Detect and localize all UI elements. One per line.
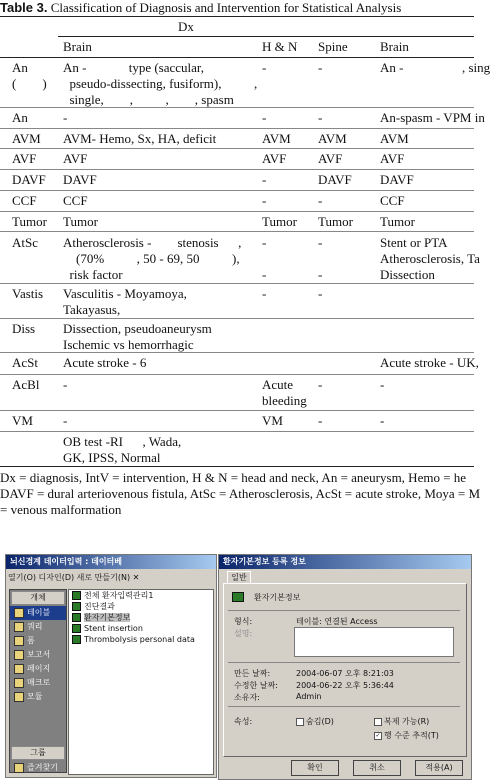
database-window (5, 554, 217, 778)
table-cell: - (380, 377, 385, 392)
table-icon (72, 635, 81, 644)
row-divider (0, 190, 474, 191)
divider (228, 662, 460, 663)
list-item-label: 진단결과 (84, 602, 115, 611)
sidebar-item-label: 페이지 (27, 664, 51, 673)
groups-header[interactable]: 그룹 (11, 746, 65, 760)
table-cell: Vasculitis - Moyamoya, Takayasus, (63, 286, 187, 317)
table-cell: DAVF (318, 172, 352, 187)
row-divider (0, 148, 474, 149)
apply-button[interactable]: 적용(A) (415, 760, 463, 776)
row-label: An (12, 110, 28, 125)
list-item[interactable] (69, 634, 213, 645)
sidebar-item-label: 매크로 (27, 678, 51, 687)
table-cell: - (318, 286, 323, 301)
table-cell: - (318, 60, 323, 75)
modified-label: 수정한 날짜: (234, 681, 278, 690)
list-item-label: 전체 환자입력관리1 (84, 591, 154, 600)
table-cell: - - (318, 235, 323, 282)
object-name: 환자기본정보 (254, 593, 301, 602)
row-label: AtSc (12, 235, 38, 250)
hidden-label: 숨김(D) (306, 717, 334, 726)
sidebar-item-label: 폼 (27, 636, 35, 645)
bottom-rule (0, 466, 474, 467)
sidebar-item[interactable] (10, 634, 66, 648)
sidebar-item-label: 모듈 (27, 692, 43, 701)
table-cell: AVF (63, 151, 88, 166)
table-cell: CCF (63, 193, 88, 208)
table-cell: - - (262, 235, 267, 282)
object-type-icon (14, 650, 24, 660)
row-label: An ( ) (12, 60, 47, 91)
row-label: AcBl (12, 377, 40, 392)
table-cell: Acute stroke - 6 (63, 355, 147, 370)
table-icon (72, 624, 81, 633)
footnote-line: = venous malformation (0, 502, 122, 517)
footnote-line: Dx = diagnosis, IntV = intervention, H & N = head and neck, An = aneurysm, Hemo = he (0, 470, 467, 485)
table-title: Table 3. Classification of Diagnosis and Intervention for Statistical Analysis (0, 0, 402, 15)
column-header: Spine (318, 39, 348, 54)
table-cell: - (380, 413, 385, 428)
footnote-line: DAVF = dural arteriovenous fistula, AtSc = Atherosclerosis, AcSt = acute stroke, Moya = M (0, 486, 481, 501)
table-cell: An - , sing (380, 60, 490, 75)
sidebar-item[interactable] (10, 620, 66, 634)
table-cell: - (262, 193, 267, 208)
created-value: 2004-06-07 오후 8:21:03 (296, 669, 394, 678)
row-divider (0, 128, 474, 129)
sidebar-item-label: 테이블 (27, 608, 51, 617)
row-label: Tumor (12, 214, 47, 229)
sidebar-item[interactable] (10, 690, 66, 704)
table-icon (72, 591, 81, 600)
list-item[interactable] (69, 623, 213, 634)
divider (228, 610, 460, 611)
row-label: Diss (12, 321, 36, 336)
row-divider (0, 431, 474, 432)
list-item-label: 환자기본정보 (84, 613, 131, 622)
row-label: DAVF (12, 172, 46, 187)
tab-general[interactable]: 일반 (227, 571, 251, 584)
row-divider (0, 211, 474, 212)
column-header: Brain (63, 39, 92, 54)
objects-group-header[interactable]: 개체 (11, 591, 65, 605)
table-cell: Tumor (318, 214, 353, 229)
list-item[interactable] (69, 612, 213, 623)
object-type-icon (14, 664, 24, 674)
row-tracking-label: 행 수준 추적(T) (384, 731, 439, 740)
owner-value: Admin (296, 692, 322, 701)
favorites-item[interactable] (10, 761, 66, 775)
table-cell: - (262, 172, 267, 187)
row-divider (0, 318, 474, 319)
row-divider (0, 231, 474, 232)
sidebar-item[interactable] (10, 662, 66, 676)
ok-button[interactable]: 확인 (291, 760, 339, 776)
owner-label: 소유자: (234, 693, 260, 702)
table-cell: Stent or PTA Atherosclerosis, Ta Dissection (380, 235, 480, 282)
type-label: 형식: (234, 617, 253, 626)
object-sidebar (9, 589, 67, 773)
table-cell: Tumor (63, 214, 98, 229)
table-cell: - (318, 377, 323, 392)
row-divider (0, 169, 474, 170)
row-divider (0, 352, 474, 353)
table-cell: AVM- Hemo, Sx, HA, deficit (63, 131, 217, 146)
table-cell: - (262, 286, 267, 301)
table-cell: AVF (318, 151, 343, 166)
table-cell: AVF (380, 151, 405, 166)
row-label: CCF (12, 193, 37, 208)
cancel-button[interactable]: 취소 (353, 760, 401, 776)
database-toolbar[interactable]: 열기(O) 디자인(D) 새로 만들기(N) ✕ (8, 573, 140, 582)
dx-header: Dx (178, 19, 194, 34)
sidebar-item[interactable] (10, 648, 66, 662)
table-cell: OB test -RI , Wada, GK, IPSS, Normal (63, 434, 182, 465)
table-cell: Dissection, pseudoaneurysm Ischemic vs hemorrhagic (63, 321, 212, 352)
table-cell: - (318, 110, 323, 125)
sidebar-item[interactable] (10, 606, 66, 620)
database-window-title: 뇌신경계 데이터입력 : 데이터베 (6, 555, 216, 569)
dx-rule (58, 36, 474, 37)
table-cell: Acute stroke - UK, (380, 355, 479, 370)
divider (228, 706, 460, 707)
top-rule (0, 16, 474, 17)
row-label: AVF (12, 151, 37, 166)
object-list (68, 589, 214, 775)
table-cell: - (262, 60, 267, 75)
table-cell: - (63, 377, 68, 392)
row-divider (0, 374, 474, 375)
table-cell: An-spasm - VPM in (380, 110, 485, 125)
description-label: 설명: (234, 629, 253, 638)
table-cell: Tumor (262, 214, 297, 229)
type-value: 테이블: 연결된 Access (296, 617, 378, 626)
table-cell: An - type (saccular, pseudo-dissecting, fusiform), , single, , , , spasm (63, 60, 258, 107)
table-cell: AVM (380, 131, 409, 146)
object-type-icon (14, 692, 24, 702)
table-cell: - (63, 413, 68, 428)
table-cell: DAVF (380, 172, 414, 187)
hidden-checkbox[interactable] (296, 716, 334, 727)
checkbox-icon (296, 718, 304, 726)
attributes-label: 속성: (234, 717, 253, 726)
table-cell: VM (262, 413, 283, 428)
table-cell: AVM (318, 131, 347, 146)
header-rule (0, 57, 474, 58)
checkmark-icon: ✓ (375, 731, 381, 739)
created-label: 만든 날짜: (234, 669, 271, 678)
modified-value: 2004-06-22 오후 5:36:44 (296, 681, 394, 690)
list-item[interactable] (69, 590, 213, 601)
table-cell: Tumor (380, 214, 415, 229)
row-divider (0, 107, 474, 108)
row-label: AVM (12, 131, 41, 146)
folder-icon (14, 763, 24, 773)
table-cell: AVF (262, 151, 287, 166)
table-cell: CCF (380, 193, 405, 208)
properties-title: 환자기본정보 등록 정보 (219, 555, 471, 569)
replicable-label: 복제 가능(R) (384, 717, 430, 726)
list-item-label: Thrombolysis personal data (84, 635, 195, 644)
properties-dialog (218, 554, 472, 780)
sidebar-item-label: 쿼리 (27, 622, 43, 631)
sidebar-item-label: 보고서 (27, 650, 51, 659)
table-link-icon (232, 592, 244, 602)
column-header: H & N (262, 39, 298, 54)
table-cell: Acute bleeding (262, 377, 307, 408)
table-cell: - (262, 110, 267, 125)
favorites-label: 즐겨찾기 (27, 763, 58, 772)
list-item[interactable] (69, 601, 213, 612)
column-header: Brain (380, 39, 409, 54)
table-cell: - (318, 413, 323, 428)
table-icon (72, 602, 81, 611)
row-divider (0, 410, 474, 411)
table-cell: DAVF (63, 172, 97, 187)
list-item-label: Stent insertion (84, 624, 143, 633)
table-icon (72, 613, 81, 622)
table-cell: - (318, 193, 323, 208)
description-field[interactable] (294, 627, 454, 657)
table-cell: - (63, 110, 68, 125)
row-label: VM (12, 413, 33, 428)
object-type-icon (14, 636, 24, 646)
row-label: Vastis (12, 286, 44, 301)
checkbox-icon (374, 718, 382, 726)
row-label: AcSt (12, 355, 38, 370)
general-panel (223, 583, 467, 757)
object-type-icon (14, 622, 24, 632)
row-tracking-checkbox[interactable] (374, 730, 439, 741)
replicable-checkbox[interactable] (374, 716, 429, 727)
table-cell: Atherosclerosis - stenosis , (70% , 50 - 69, 50 ), risk factor (63, 235, 242, 282)
table-cell: AVM (262, 131, 291, 146)
object-type-icon (14, 678, 24, 688)
row-divider (0, 283, 474, 284)
sidebar-item[interactable] (10, 676, 66, 690)
object-type-icon (14, 608, 24, 618)
access-screenshot (0, 534, 474, 781)
